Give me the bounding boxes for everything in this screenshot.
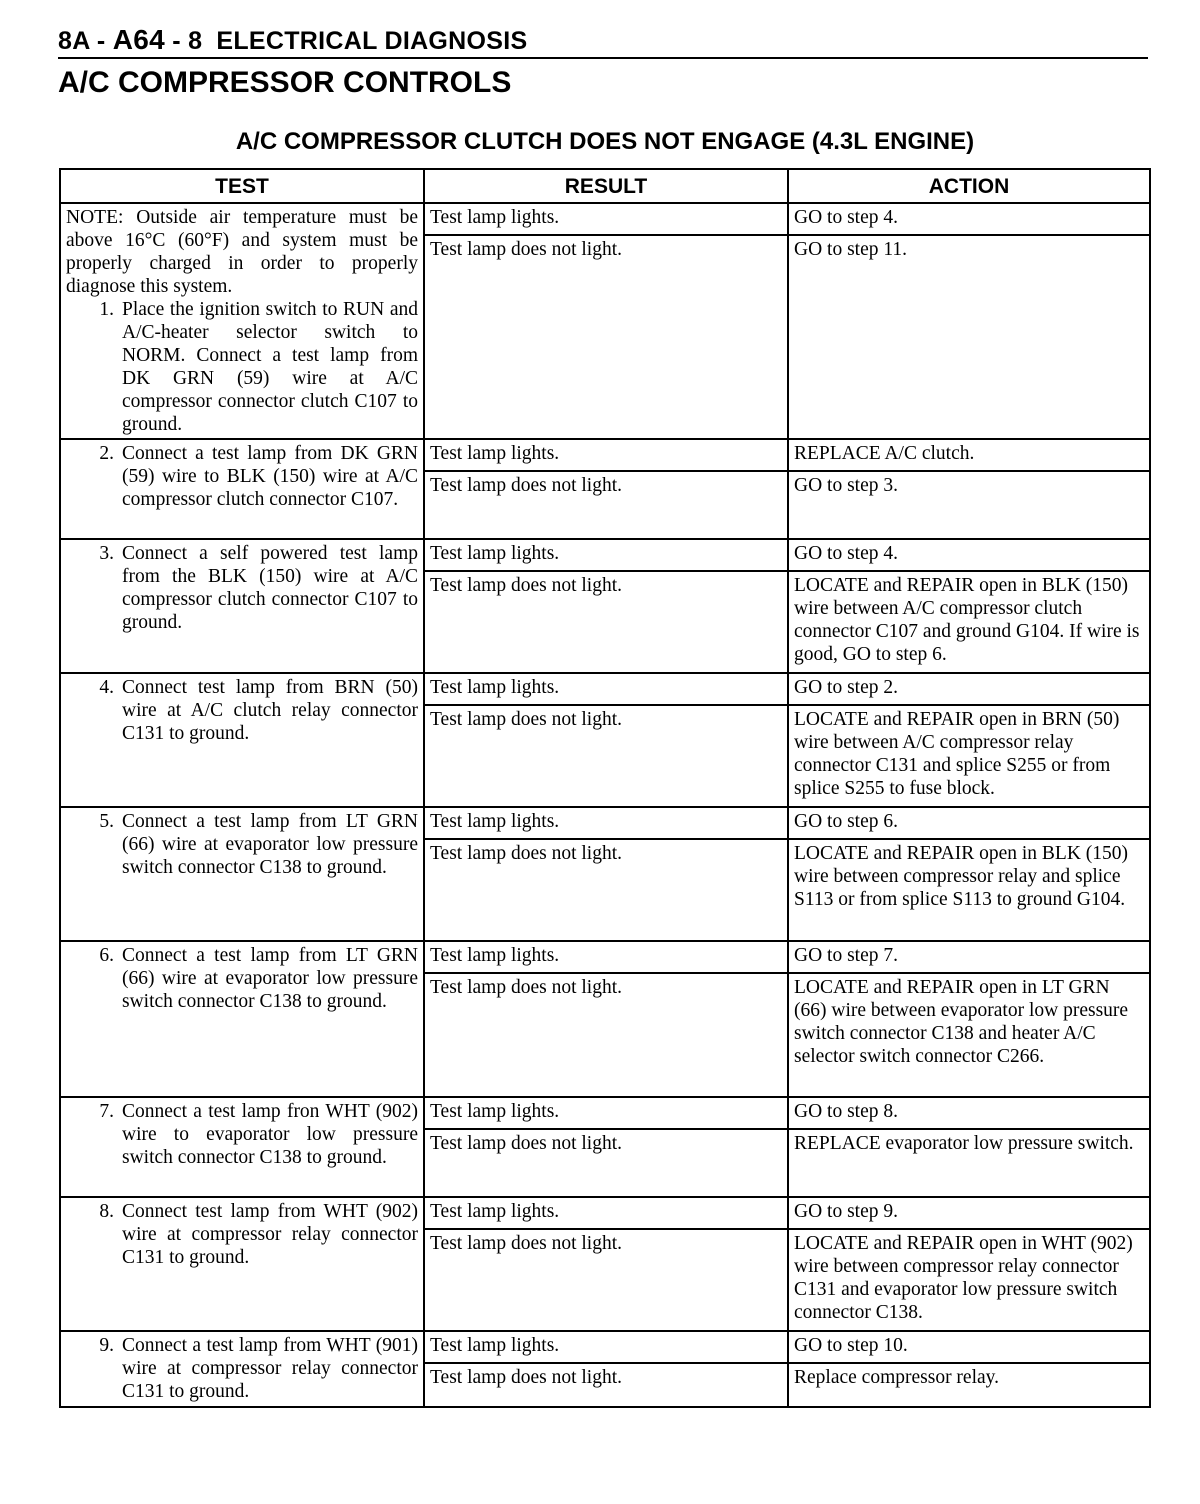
action-cell: REPLACE A/C clutch. bbox=[788, 439, 1150, 471]
step-number: 8. bbox=[99, 1201, 114, 1222]
step-text: Connect test lamp from WHT (902) wire at compressor relay connector C131 to ground. bbox=[122, 1201, 418, 1268]
step-number: 9. bbox=[99, 1335, 114, 1356]
table-title: A/C COMPRESSOR CLUTCH DOES NOT ENGAGE (4.3L ENGINE) bbox=[235, 128, 975, 155]
column-header-action: ACTION bbox=[788, 169, 1150, 203]
result-cell: Test lamp does not light. bbox=[424, 705, 788, 807]
result-cell: Test lamp lights. bbox=[424, 673, 788, 705]
test-note: NOTE: Outside air temperature must be above 16°C (60°F) and system must be properly charged in order to properly diagnose this system. bbox=[66, 207, 418, 297]
table-row bbox=[60, 539, 1150, 571]
action-cell: LOCATE and REPAIR open in WHT (902) wire between compressor relay connector C131 and evaporator low pressure switch connector C138. bbox=[788, 1229, 1150, 1331]
result-cell: Test lamp lights. bbox=[424, 941, 788, 973]
action-cell: LOCATE and REPAIR open in BRN (50) wire between A/C compressor relay connector C131 and splice S255 or from splice S255 to fuse block. bbox=[788, 705, 1150, 807]
result-cell: Test lamp does not light. bbox=[424, 571, 788, 673]
test-cell bbox=[60, 1097, 424, 1197]
table-header-row bbox=[60, 169, 1150, 203]
step-text: Place the ignition switch to RUN and A/C-heater selector switch to NORM. Connect a test lamp from DK GRN (59) wire at A/C compressor connector clutch C107 to ground. bbox=[122, 299, 418, 435]
action-cell: LOCATE and REPAIR open in LT GRN (66) wire between evaporator low pressure switch connector C138 and heater A/C selector switch connector C266. bbox=[788, 973, 1150, 1097]
page-header bbox=[58, 24, 1148, 59]
test-cell bbox=[60, 1197, 424, 1331]
action-cell: LOCATE and REPAIR open in BLK (150) wire between A/C compressor clutch connector C107 and ground G104. If wire is good, GO to step 6. bbox=[788, 571, 1150, 673]
test-cell bbox=[60, 807, 424, 941]
result-cell: Test lamp lights. bbox=[424, 203, 788, 235]
action-cell: GO to step 3. bbox=[788, 471, 1150, 539]
result-cell: Test lamp does not light. bbox=[424, 1129, 788, 1197]
table-row bbox=[60, 1331, 1150, 1363]
test-cell bbox=[60, 673, 424, 807]
test-cell bbox=[60, 439, 424, 539]
result-cell: Test lamp lights. bbox=[424, 1331, 788, 1363]
step-text: Connect a test lamp from WHT (901) wire at compressor relay connector C131 to ground. bbox=[122, 1335, 418, 1402]
column-header-result: RESULT bbox=[424, 169, 788, 203]
result-cell: Test lamp does not light. bbox=[424, 235, 788, 439]
page-prefix: 8A - bbox=[58, 27, 106, 55]
result-cell: Test lamp does not light. bbox=[424, 1363, 788, 1407]
result-cell: Test lamp lights. bbox=[424, 807, 788, 839]
action-cell: GO to step 10. bbox=[788, 1331, 1150, 1363]
action-cell: GO to step 6. bbox=[788, 807, 1150, 839]
page-suffix: - 8 bbox=[172, 27, 203, 55]
result-cell: Test lamp lights. bbox=[424, 1097, 788, 1129]
step-text: Connect a test lamp from LT GRN (66) wire at evaporator low pressure switch connector C138 to ground. bbox=[122, 811, 418, 878]
action-cell: GO to step 11. bbox=[788, 235, 1150, 439]
table-row bbox=[60, 807, 1150, 839]
diagnosis-table bbox=[59, 168, 1151, 1408]
step-number: 3. bbox=[99, 543, 114, 564]
action-cell: GO to step 9. bbox=[788, 1197, 1150, 1229]
action-cell: GO to step 4. bbox=[788, 539, 1150, 571]
test-cell bbox=[60, 1331, 424, 1407]
result-cell: Test lamp does not light. bbox=[424, 839, 788, 941]
result-cell: Test lamp lights. bbox=[424, 439, 788, 471]
result-cell: Test lamp lights. bbox=[424, 1197, 788, 1229]
result-cell: Test lamp does not light. bbox=[424, 471, 788, 539]
action-cell: GO to step 4. bbox=[788, 203, 1150, 235]
step-number: 5. bbox=[99, 811, 114, 832]
result-cell: Test lamp does not light. bbox=[424, 973, 788, 1097]
step-number: 6. bbox=[99, 945, 114, 966]
action-cell: GO to step 2. bbox=[788, 673, 1150, 705]
header-title: ELECTRICAL DIAGNOSIS bbox=[216, 27, 528, 55]
test-cell bbox=[60, 203, 424, 439]
action-cell: REPLACE evaporator low pressure switch. bbox=[788, 1129, 1150, 1197]
table-row bbox=[60, 203, 1150, 235]
action-cell: LOCATE and REPAIR open in BLK (150) wire between compressor relay and splice S113 or from splice S113 to ground G104. bbox=[788, 839, 1150, 941]
step-number: 1. bbox=[99, 299, 114, 320]
table-row bbox=[60, 439, 1150, 471]
page-ref: A64 bbox=[112, 24, 166, 55]
action-cell: Replace compressor relay. bbox=[788, 1363, 1150, 1407]
step-number: 4. bbox=[99, 677, 114, 698]
table-row bbox=[60, 673, 1150, 705]
result-cell: Test lamp lights. bbox=[424, 539, 788, 571]
column-header-test: TEST bbox=[60, 169, 424, 203]
test-cell bbox=[60, 539, 424, 673]
table-row bbox=[60, 1197, 1150, 1229]
step-text: Connect a test lamp from DK GRN (59) wire to BLK (150) wire at A/C compressor clutch connector C107. bbox=[122, 443, 418, 510]
step-number: 7. bbox=[99, 1101, 114, 1122]
step-text: Connect test lamp from BRN (50) wire at A/C clutch relay connector C131 to ground. bbox=[122, 677, 418, 744]
step-number: 2. bbox=[99, 443, 114, 464]
table-row bbox=[60, 1097, 1150, 1129]
action-cell: GO to step 8. bbox=[788, 1097, 1150, 1129]
step-text: Connect a self powered test lamp from the BLK (150) wire at A/C compressor clutch connector C107 to ground. bbox=[122, 543, 418, 633]
result-cell: Test lamp does not light. bbox=[424, 1229, 788, 1331]
section-title: A/C COMPRESSOR CONTROLS bbox=[58, 66, 512, 99]
step-text: Connect a test lamp fron WHT (902) wire to evaporator low pressure switch connector C138 to ground. bbox=[122, 1101, 418, 1168]
table-row bbox=[60, 941, 1150, 973]
test-cell bbox=[60, 941, 424, 1097]
action-cell: GO to step 7. bbox=[788, 941, 1150, 973]
step-text: Connect a test lamp from LT GRN (66) wire at evaporator low pressure switch connector C138 to ground. bbox=[122, 945, 418, 1012]
